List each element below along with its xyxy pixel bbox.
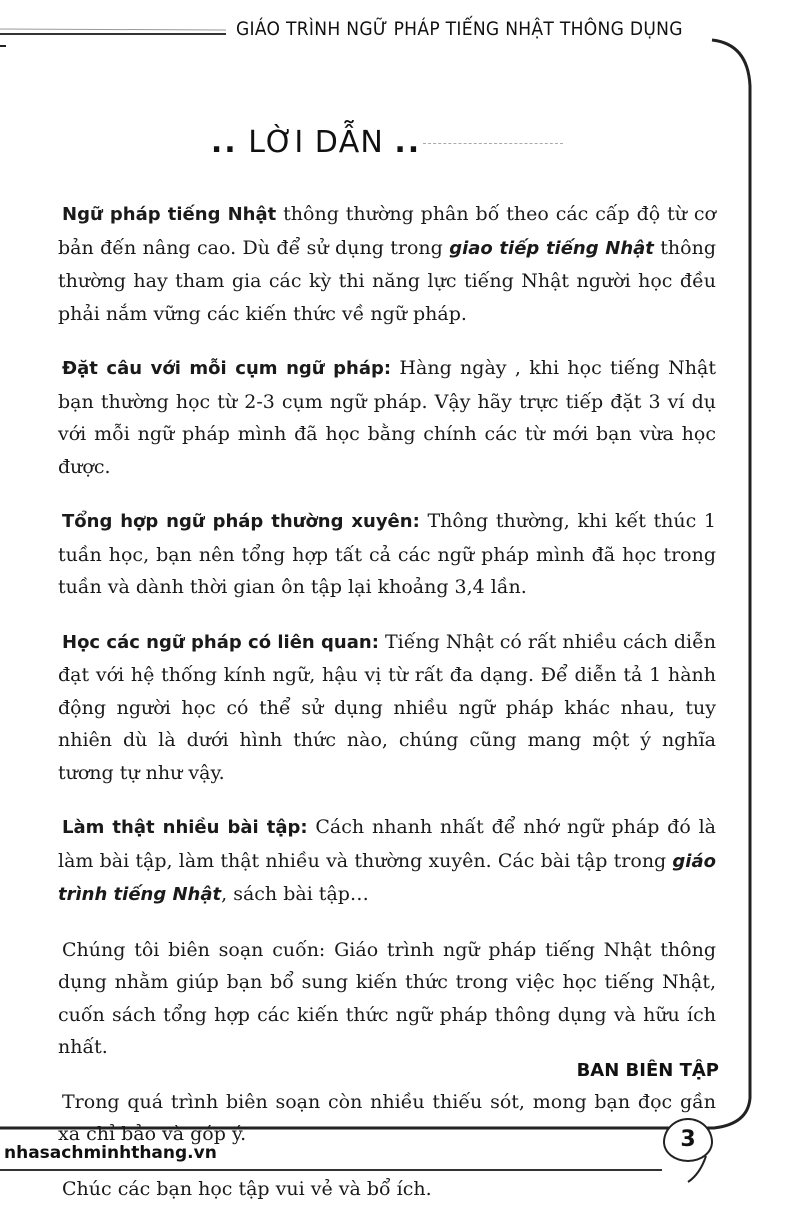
paragraph-intro — [58, 198, 716, 330]
paragraph-tip — [58, 811, 716, 912]
paragraph-emphasis: giáo trình tiếng Nhật — [58, 851, 716, 906]
editorial-signature: BAN BIÊN TẬP — [577, 1060, 719, 1081]
paragraph-lead: Đặt câu với mỗi cụm ngữ pháp: — [62, 358, 391, 379]
page-title — [58, 125, 716, 160]
paragraph-lead: Học các ngữ pháp có liên quan: — [62, 632, 379, 653]
header-title: GIÁO TRÌNH NGỮ PHÁP TIẾNG NHẬT THÔNG DỤNG — [236, 18, 706, 40]
paragraph-text: Thông thường, khi kết thúc 1 tuần học, bạn nên tổng hợp tất cả các ngữ pháp mình đã học trong tuần và dành thời gian ôn tập lại khoảng 3,4 lần. — [58, 510, 716, 598]
paragraph-closing — [58, 1173, 716, 1205]
paragraph-text: Chúng tôi biên soạn cuốn: Giáo trình ngữ pháp tiếng Nhật thông dụng nhằm giúp bạn bổ sung kiến thức trong việc học tiếng Nhật, cuốn sách tổng hợp các kiến thức ngữ pháp thông dụng và hữu ích nhất. — [58, 939, 716, 1059]
heading-rule — [423, 143, 563, 144]
paragraph-tip — [58, 505, 716, 604]
paragraph-lead: Ngữ pháp tiếng Nhật — [62, 204, 276, 225]
paragraph-emphasis: giao tiếp tiếng Nhật — [449, 238, 654, 259]
heading-dots-left: .. — [211, 125, 238, 160]
heading-dots-right: .. — [394, 125, 421, 160]
preface-content — [58, 110, 716, 1205]
heading-text: LỜI DẪN — [248, 125, 384, 160]
paragraph-text: thông thường hay tham gia các kỳ thi năng lực tiếng Nhật người học đều phải nắm vững các kiến thức về ngữ pháp. — [58, 237, 716, 325]
paragraph-lead: Tổng hợp ngữ pháp thường xuyên: — [62, 511, 420, 532]
page-number: 3 — [663, 1118, 713, 1162]
paragraph-text: Trong quá trình biên soạn còn nhiều thiếu sót, mong bạn đọc gần xa chỉ bảo và góp ý. — [58, 1091, 716, 1146]
paragraph-tip — [58, 626, 716, 790]
paragraph-text: Cách nhanh nhất để nhớ ngữ pháp đó là làm bài tập, làm thật nhiều và thường xuyên. Các bài tập trong — [58, 816, 716, 872]
paragraph-tip — [58, 352, 716, 483]
paragraph-text: thông thường phân bố theo các cấp độ từ cơ bản đến nâng cao. Dù để sử dụng trong — [58, 203, 716, 259]
paragraph-lead: Làm thật nhiều bài tập: — [62, 817, 308, 838]
paragraph-text: , sách bài tập… — [221, 883, 369, 905]
paragraph-text: Tiếng Nhật có rất nhiều cách diễn đạt với hệ thống kính ngữ, hậu vị từ rất đa dạng. Để diễn tả 1 hành động người học có thể sử dụng nhiều ngữ pháp khác nhau, tuy nhiên dù là dưới hình thức nào, chúng cũng mang một ý nghĩa tương tự như vậy. — [58, 631, 716, 784]
paragraph-text: Chúc các bạn học tập vui vẻ và bổ ích. — [62, 1178, 432, 1200]
paragraph-text: Hàng ngày , khi học tiếng Nhật bạn thường học từ 2-3 cụm ngữ pháp. Vậy hãy trực tiếp đặt 3 ví dụ với mỗi ngữ pháp mình đã học bằng chính các từ mới bạn vừa học được. — [58, 357, 716, 478]
paragraph-closing — [58, 1086, 716, 1151]
paragraph-closing — [58, 934, 716, 1064]
publisher-website: nhasachminhthang.vn — [4, 1143, 217, 1163]
